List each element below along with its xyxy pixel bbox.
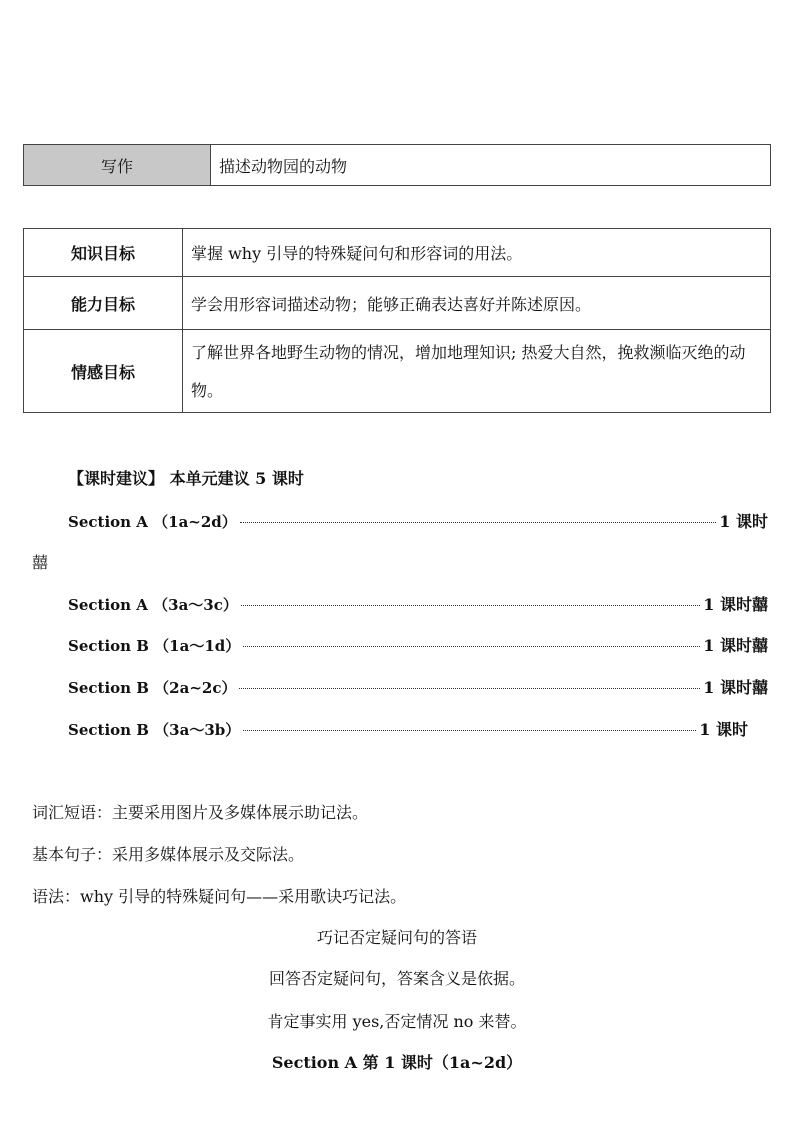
goal-label: 知识目标	[24, 229, 183, 276]
goal-text: 掌握 why 引导的特殊疑问句和形容词的用法。	[191, 244, 523, 263]
schedule-item-end: 1 课时囍	[703, 636, 768, 655]
dot-leader	[239, 688, 700, 689]
goal-label: 能力目标	[24, 277, 183, 329]
schedule-item-label: Section A （3a～3c）	[68, 596, 238, 614]
schedule-item-label: Section A （1a~2d）	[68, 513, 237, 531]
method-line: 词汇短语：主要采用图片及多媒体展示助记法。	[32, 803, 369, 822]
method-line: 基本句子：采用多媒体展示及交际法。	[32, 845, 305, 864]
schedule-item-end: 1 课时	[699, 720, 748, 739]
schedule-item-overflow: 囍	[32, 553, 49, 572]
goal-label: 情感目标	[24, 330, 183, 412]
schedule-item	[68, 509, 768, 532]
goal-text: 学会用形容词描述动物；能够正确表达喜好并陈述原因。	[191, 294, 592, 314]
schedule-item-end: 1 课时囍	[703, 595, 768, 614]
schedule-item	[68, 675, 768, 698]
goal-row-knowledge	[24, 229, 770, 277]
goal-row-emotion	[24, 330, 770, 412]
goal-text: 了解世界各地野生动物的情况，增加地理知识; 热爱大自然，挽救濒临灭绝的动物。	[191, 343, 746, 400]
schedule-item	[68, 717, 748, 740]
dot-leader	[243, 646, 700, 647]
topic-label: 写作	[24, 145, 211, 185]
mnemonic-line: 回答否定疑问句，答案含义是依据。	[268, 969, 525, 988]
topic-table	[23, 144, 771, 186]
dot-leader	[243, 730, 696, 731]
dot-leader	[241, 605, 700, 606]
schedule-item	[68, 592, 768, 615]
schedule-item-end: 1 课时	[719, 512, 768, 531]
schedule-item-label: Section B （2a~2c）	[68, 679, 237, 697]
mnemonic-title: 巧记否定疑问句的答语	[316, 928, 477, 947]
lesson-title: Section A 第 1 课时（1a~2d）	[271, 1053, 523, 1072]
schedule-item	[68, 633, 768, 656]
mnemonic-line: 肯定事实用 yes,否定情况 no 来替。	[267, 1012, 527, 1031]
dot-leader	[240, 522, 717, 523]
goals-table	[23, 228, 771, 413]
topic-value: 描述动物园的动物	[219, 156, 348, 176]
schedule-item-end: 1 课时囍	[703, 678, 768, 697]
method-line: 语法：why 引导的特殊疑问句——采用歌诀巧记法。	[32, 887, 407, 906]
goal-row-ability	[24, 277, 770, 330]
schedule-heading: 【课时建议】 本单元建议 5 课时	[68, 469, 304, 488]
schedule-item-label: Section B （3a～3b）	[68, 721, 241, 739]
schedule-item-label: Section B （1a～1d）	[68, 637, 241, 655]
